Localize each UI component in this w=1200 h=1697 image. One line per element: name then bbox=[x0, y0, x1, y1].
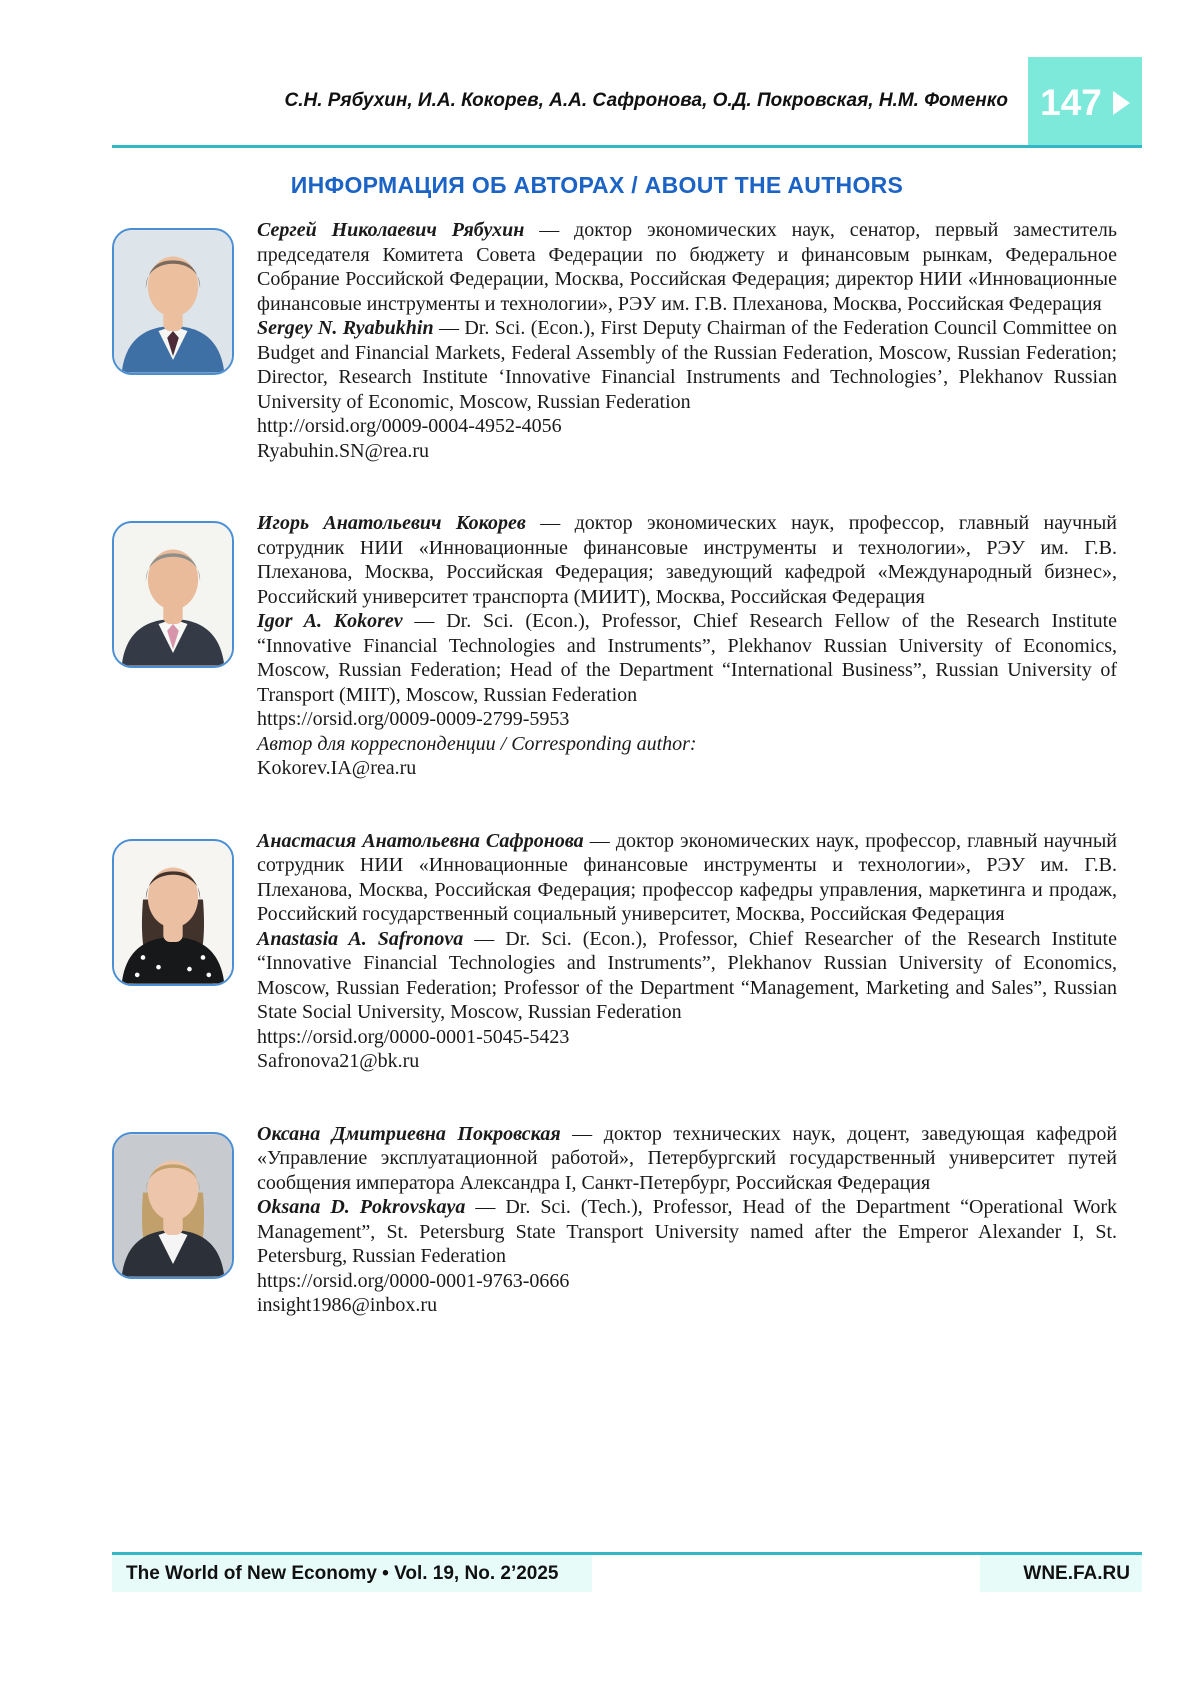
page-number-block bbox=[1028, 57, 1142, 148]
corresponding-author-note: Автор для корреспонденции / Corresponding author: bbox=[257, 732, 697, 755]
email-link[interactable]: insight1986@inbox.ru bbox=[257, 1294, 438, 1316]
author-name-en: Anastasia A. Safronova bbox=[257, 927, 464, 950]
bio-english bbox=[257, 609, 1117, 707]
orcid-link[interactable]: https://orsid.org/0000-0001-9763-0666 bbox=[257, 1269, 570, 1292]
author-entry bbox=[112, 218, 1142, 463]
email-link[interactable]: Safronova21@bk.ru bbox=[257, 1050, 420, 1072]
author-bio-en: — Dr. Sci. (Econ.), First Deputy Chairman of the Federation Council Committee on Budget and Financial Markets, Federal Assembly of the Russian Federation, Moscow, Russian Federation; Director, Research Institute ‘Innovative Financial Instruments and Technologies’, Plekhanov Russian University of Economic, Moscow, Russian Federation bbox=[257, 317, 1117, 413]
author-name-en: Igor A. Kokorev bbox=[257, 610, 403, 632]
author-entry bbox=[112, 1122, 1142, 1318]
author-name-ru: Игорь Анатольевич Кокорев bbox=[257, 512, 526, 534]
page-number: 147 bbox=[1040, 81, 1102, 123]
author-photo bbox=[112, 521, 234, 668]
author-photo bbox=[112, 839, 234, 986]
footer-journal-label: The World of New Economy • Vol. 19, No. 2’2025 bbox=[126, 1562, 559, 1584]
bio-russian bbox=[257, 218, 1117, 316]
author-bio-ru: — доктор экономических наук, профессор, главный научный сотрудник НИИ «Инновационные финансовые инструменты и технологии», РЭУ им. Г.В. Плеханова, Москва, Российская Федерация; заведующий кафедрой «Международный бизнес», Российский университет транспорта (МИИТ), Москва, Российская Федерация bbox=[257, 512, 1117, 608]
bio-russian bbox=[257, 829, 1117, 927]
running-title: С.Н. Рябухин, И.А. Кокорев, А.А. Сафронова, О.Д. Покровская, Н.М. Фоменко bbox=[284, 90, 1008, 111]
section-title: ИНФОРМАЦИЯ ОБ АВТОРАХ / ABOUT THE AUTHORS bbox=[290, 172, 904, 198]
portrait-icon bbox=[114, 230, 232, 373]
author-photo bbox=[112, 1132, 234, 1279]
orcid-link[interactable]: http://orsid.org/0009-0004-4952-4056 bbox=[257, 415, 562, 437]
bio-english bbox=[257, 927, 1117, 1025]
portrait-icon bbox=[114, 523, 232, 666]
author-name-en: Sergey N. Ryabukhin bbox=[257, 317, 434, 339]
author-bio-en: — Dr. Sci. (Econ.), Professor, Chief Researcher of the Research Institute “Innovative Financial Technologies and Instruments”, Plekhanov Russian University of Economics, Moscow, Russian Federation; Professor of the Department “Management, Marketing and Sales”, Russian State Social University, Moscow, Russian Federation bbox=[257, 927, 1117, 1023]
author-bio-en: — Dr. Sci. (Tech.), Professor, Head of the Department “Operational Work Management”, St. Petersburg State Transport University named after the Emperor Alexander I, St. Petersburg, Russian Federation bbox=[257, 1196, 1118, 1267]
author-name-ru: Сергей Николаевич Рябухин bbox=[257, 219, 525, 241]
author-bio bbox=[257, 1122, 1117, 1318]
bio-english bbox=[257, 1195, 1117, 1269]
authors-list bbox=[112, 218, 1142, 1366]
email-link[interactable]: Kokorev.IA@rea.ru bbox=[257, 757, 417, 779]
bio-russian bbox=[257, 511, 1117, 609]
portrait-icon bbox=[114, 1134, 232, 1277]
footer-journal-band bbox=[112, 1555, 592, 1592]
orcid-link[interactable]: https://orsid.org/0009-0009-2799-5953 bbox=[257, 708, 570, 730]
portrait-icon bbox=[114, 841, 232, 984]
author-name-ru: Оксана Дмитриевна Покровская bbox=[257, 1122, 561, 1145]
author-bio-ru: — доктор экономических наук, профессор, главный научный сотрудник НИИ «Инновационные финансовые инструменты и технологии», РЭУ им. Г.В. Плеханова, Москва, Российская Федерация; профессор кафедры управления, маркетинга и продаж, Российский государственный социальный университет, Москва, Российская Федерация bbox=[257, 829, 1118, 925]
author-bio bbox=[257, 511, 1117, 781]
author-entry bbox=[112, 511, 1142, 781]
footer-site-link[interactable]: WNE.FA.RU bbox=[1023, 1562, 1130, 1584]
bio-russian bbox=[257, 1122, 1117, 1196]
author-bio-ru: — доктор технических наук, доцент, заведующая кафедрой «Управление эксплуатационной работой», Петербургский государственный университет путей сообщения императора Александра I, Санкт-Петербург, Российская Федерация bbox=[257, 1122, 1118, 1194]
arrow-right-icon bbox=[1113, 91, 1130, 115]
author-bio bbox=[257, 829, 1117, 1074]
author-bio-ru: — доктор экономических наук, сенатор, первый заместитель председателя Комитета Совета Федерации по бюджету и финансовым рынкам, Федеральное Собрание Российской Федерации, Москва, Российская Федерация; директор НИИ «Инновационные финансовые инструменты и технологии», РЭУ им. Г.В. Плеханова, Москва, Российская Федерация bbox=[257, 219, 1118, 315]
author-photo bbox=[112, 228, 234, 375]
author-entry bbox=[112, 829, 1142, 1074]
footer-site-band bbox=[980, 1555, 1142, 1592]
header-rule bbox=[112, 145, 1142, 148]
orcid-link[interactable]: https://orsid.org/0000-0001-5045-5423 bbox=[257, 1025, 570, 1048]
author-name-ru: Анастасия Анатольевна Сафронова bbox=[257, 829, 584, 852]
author-name-en: Oksana D. Pokrovskaya bbox=[257, 1196, 466, 1218]
author-bio-en: — Dr. Sci. (Econ.), Professor, Chief Research Fellow of the Research Institute “Innovative Financial Technologies and Instruments”, Plekhanov Russian University of Economics, Moscow, Russian Federation; Head of the Department “International Business”, Russian University of Transport (MIIT), Moscow, Russian Federation bbox=[257, 610, 1118, 706]
email-link[interactable]: Ryabuhin.SN@rea.ru bbox=[257, 439, 430, 462]
author-bio bbox=[257, 218, 1117, 463]
bio-english bbox=[257, 316, 1117, 414]
